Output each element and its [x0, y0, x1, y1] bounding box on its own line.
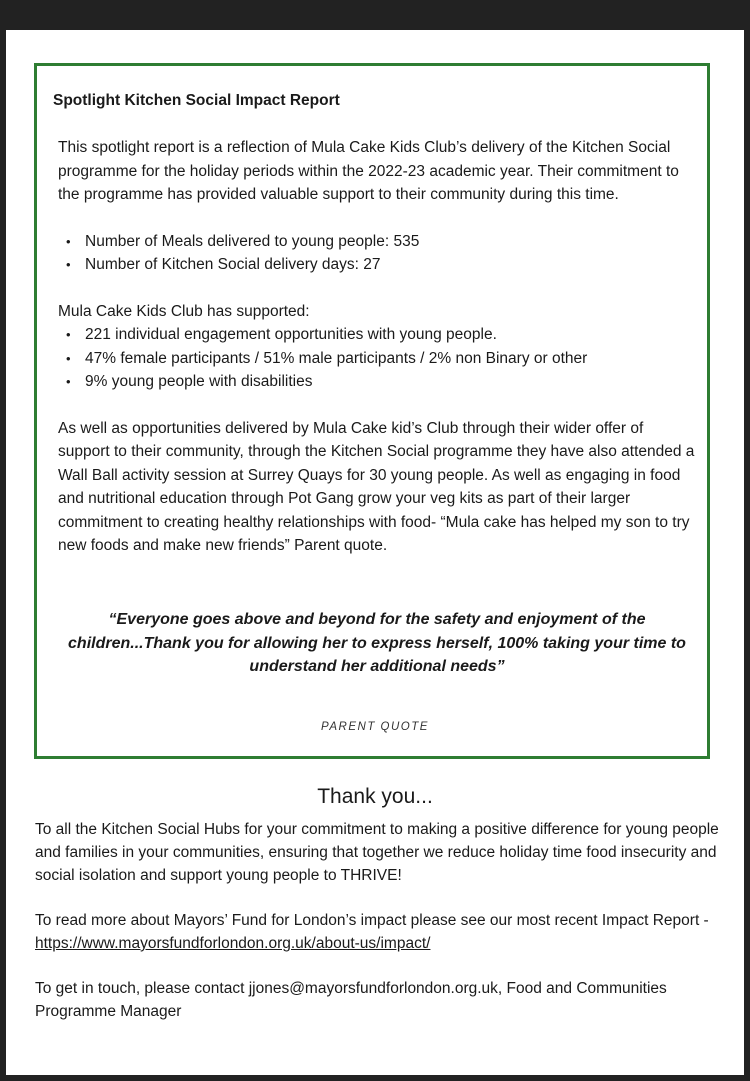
list-item: • 9% young people with disabilities — [66, 370, 698, 394]
thank-you-message: To all the Kitchen Social Hubs for your commitment to making a positive difference for young people and families in your communities, ensuring that together we reduce holiday time food insecurity and social isolation and support young people to THRIVE! — [35, 821, 719, 884]
spotlight-report-box — [34, 63, 710, 759]
stats-list — [58, 230, 698, 277]
supported-heading: Mula Cake Kids Club has supported: — [58, 302, 310, 320]
list-item: • 47% female participants / 51% male participants / 2% non Binary or other — [66, 347, 698, 371]
parent-quote: “Everyone goes above and beyond for the safety and enjoyment of the children...Thank you for allowing her to express herself, 100% taking your time to understand her additional needs” — [68, 611, 686, 675]
list-item: • Number of Kitchen Social delivery days: 27 — [66, 253, 698, 277]
read-more-text: To read more about Mayors’ Fund for London’s impact please see our most recent Impact Report - — [35, 912, 709, 929]
quote-attribution: PARENT QUOTE — [321, 721, 429, 733]
report-body — [58, 136, 698, 558]
report-title: Spotlight Kitchen Social Impact Report — [53, 92, 340, 109]
thank-you-heading: Thank you... — [317, 785, 433, 808]
report-intro: This spotlight report is a reflection of Mula Cake Kids Club’s delivery of the Kitchen Social programme for the holiday periods within the 2022-23 academic year. Their commitment to the programme has provided valuable support to their community during this time. — [58, 139, 679, 203]
impact-report-link[interactable]: https://www.mayorsfundforlondon.org.uk/about-us/impact/ — [35, 935, 431, 952]
read-more-paragraph — [35, 909, 725, 955]
list-item: • Number of Meals delivered to young people: 535 — [66, 230, 698, 254]
document-page — [6, 30, 744, 1075]
list-item: • 221 individual engagement opportunities with young people. — [66, 323, 698, 347]
report-narrative: As well as opportunities delivered by Mula Cake kid’s Club through their wider offer of support to their community, through the Kitchen Social programme they have also attended a Wall Ball activity session at Surrey Quays for 30 young people. As well as engaging in food and nutritional education through Pot Gang grow your veg kits as part of their larger commitment to creating healthy relationships with food- “Mula cake has helped my son to try new foods and make new friends” Parent quote. — [58, 419, 695, 554]
closing-section — [35, 818, 725, 1023]
contact-paragraph: To get in touch, please contact jjones@mayorsfundforlondon.org.uk, Food and Communities Programme Manager — [35, 980, 667, 1020]
supported-list — [58, 323, 698, 394]
